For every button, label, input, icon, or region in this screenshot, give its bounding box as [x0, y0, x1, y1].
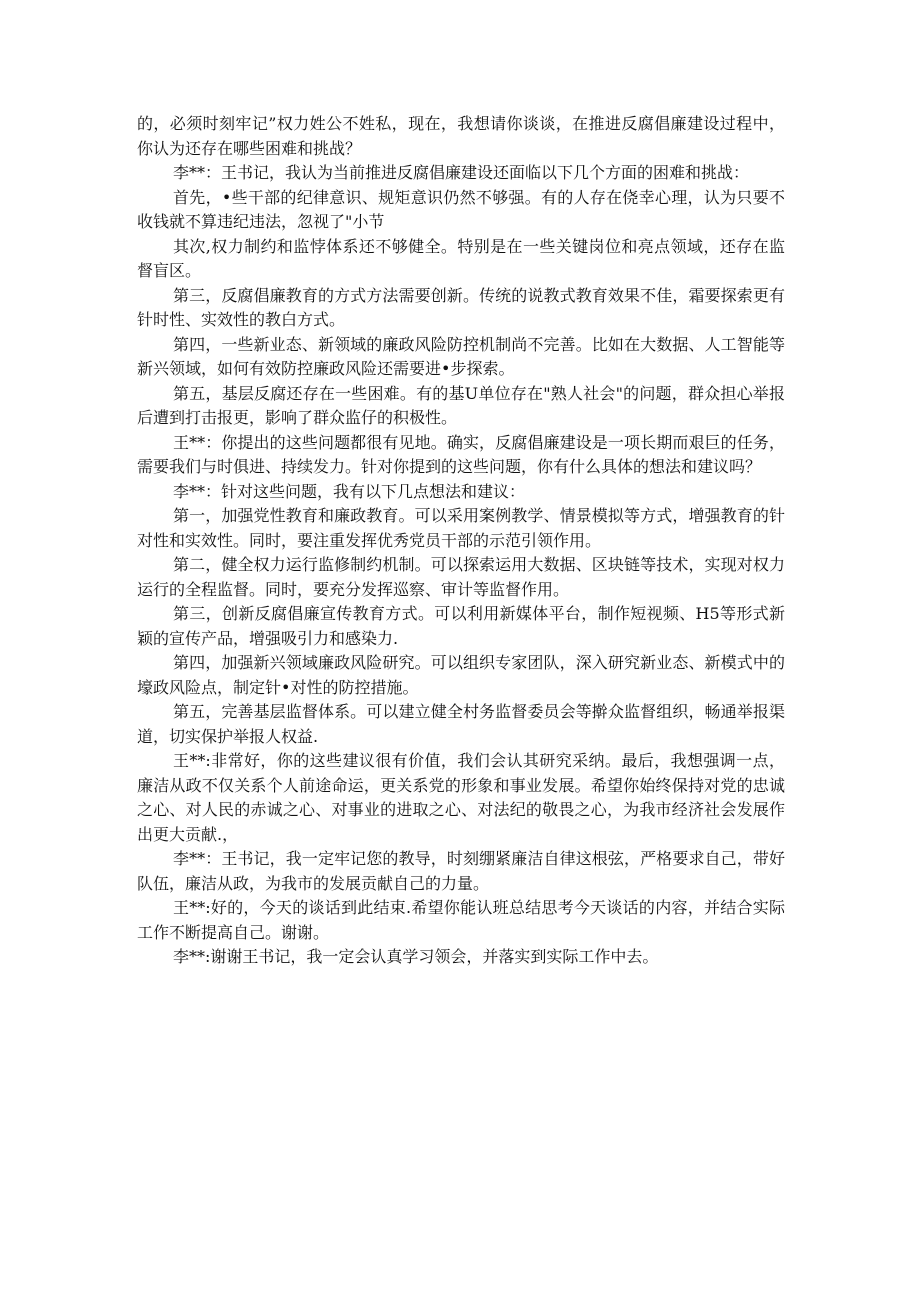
paragraph-wang-question: 王**：你提出的这些问题都很有见地。确实，反腐倡廉建设是一项长期而艰巨的任务，需要我们与时俱进、持续发力。针对你提到的这些问题，你有什么具体的想法和建议吗？	[137, 432, 785, 476]
paragraph-li-thanks: 李**:谢谢王书记，我一定会认真学习领会，并落实到实际工作中去。	[173, 947, 659, 966]
paragraph-suggestion-3: 第三，创新反腐倡廉宣传教育方式。可以利用新媒体平台，制作短视频、H5等形式新颖的宣传产品，增强吸引力和感染力.	[137, 604, 785, 648]
paragraph-li-suggestions-intro: 李**：针对这些问题，我有以下几点想法和建议：	[173, 481, 526, 501]
paragraph-suggestion-5: 第五，完善基层监督体系。可以建立健全村务监督委员会等擀众监督组织，畅通举报渠道，切实保护举报人权益.	[137, 702, 785, 746]
paragraph-suggestion-4: 第四，加强新兴领域廉政风险研究。可以组织专家团队，深入研究新业态、新模式中的壕政风险点，制定针•对性的防控措施。	[137, 653, 785, 697]
paragraph-wang-closing: 王**:好的，今天的谈话到此结束.希望你能认班总结思考今天谈话的内容，并结合实际工作不断提高自己。谢谢。	[137, 898, 785, 942]
paragraph-difficulty-4: 第四，一些新业态、新领域的廉政风险防控机制尚不完善。比如在大数据、人工智能等新兴领域，如何有效防控廉政风险还需要进•步探索。	[137, 334, 785, 378]
paragraph-difficulty-2: 其次,权力制约和监悖体系还不够健全。特别是在一些关键岗位和亮点领域，还存在监督盲区。	[137, 236, 785, 280]
paragraph-suggestion-2: 第二，健全权力运行监修制约机制。可以探索运用大数据、区块链等技术，实现对权力运行的全程监督。同时，要充分发挥巡察、审计等监督作用。	[137, 555, 785, 599]
paragraph-difficulty-1: 首先，•些干部的纪律意识、规矩意识仍然不够强。有的人存在侥幸心理，认为只要不收钱就不算违纪违法，忽视了"小节	[137, 187, 785, 231]
paragraph-li-pledge: 李**：王书记，我一定牢记您的教导，时刻绷紧廉洁自律这根弦，严格要求自己，带好队伍，廉洁从政，为我市的发展贡献自己的力量。	[137, 849, 785, 893]
paragraph-wang-response: 王**:非常好，你的这些建议很有价值，我们会认其研究采纳。最后，我想强调一点，廉洁从政不仅关系个人前途命运，更关系党的形象和事业发展。希望你始终保持对党的忠诚之心、对人民的赤诚之心、对事业的进取之心、对法纪的敬畏之心，为我市经济社会发展作出更大贡献.，	[137, 751, 785, 844]
document-body	[137, 112, 785, 970]
paragraph-continuation: 的，必须时刻牢记”权力姓公不姓私，现在，我想请你谈谈，在推进反腐倡廉建设过程中，你认为还存在哪些困难和挑战？	[137, 114, 785, 158]
paragraph-difficulty-3: 第三，反腐倡廉教育的方式方法需要创新。传统的说教式教育效果不佳，霜要探索更有针时性、实效性的教白方式。	[137, 285, 785, 329]
paragraph-suggestion-1: 第一，加强党性教育和廉政教育。可以采用案例教学、情景模拟等方式，增强教育的针对性和实效性。同时，要注重发挥优秀党员干部的示范引领作用。	[137, 506, 785, 550]
paragraph-difficulty-5: 第五，基层反腐还存在一些困难。有的基U单位存在"熟人社会"的问题，群众担心举报后遭到打击报更，影响了群众监仔的积极性。	[137, 383, 785, 427]
paragraph-li-intro: 李**：王书记，我认为当前推进反腐倡廉建设还面临以下几个方面的困难和挑战：	[173, 163, 750, 182]
